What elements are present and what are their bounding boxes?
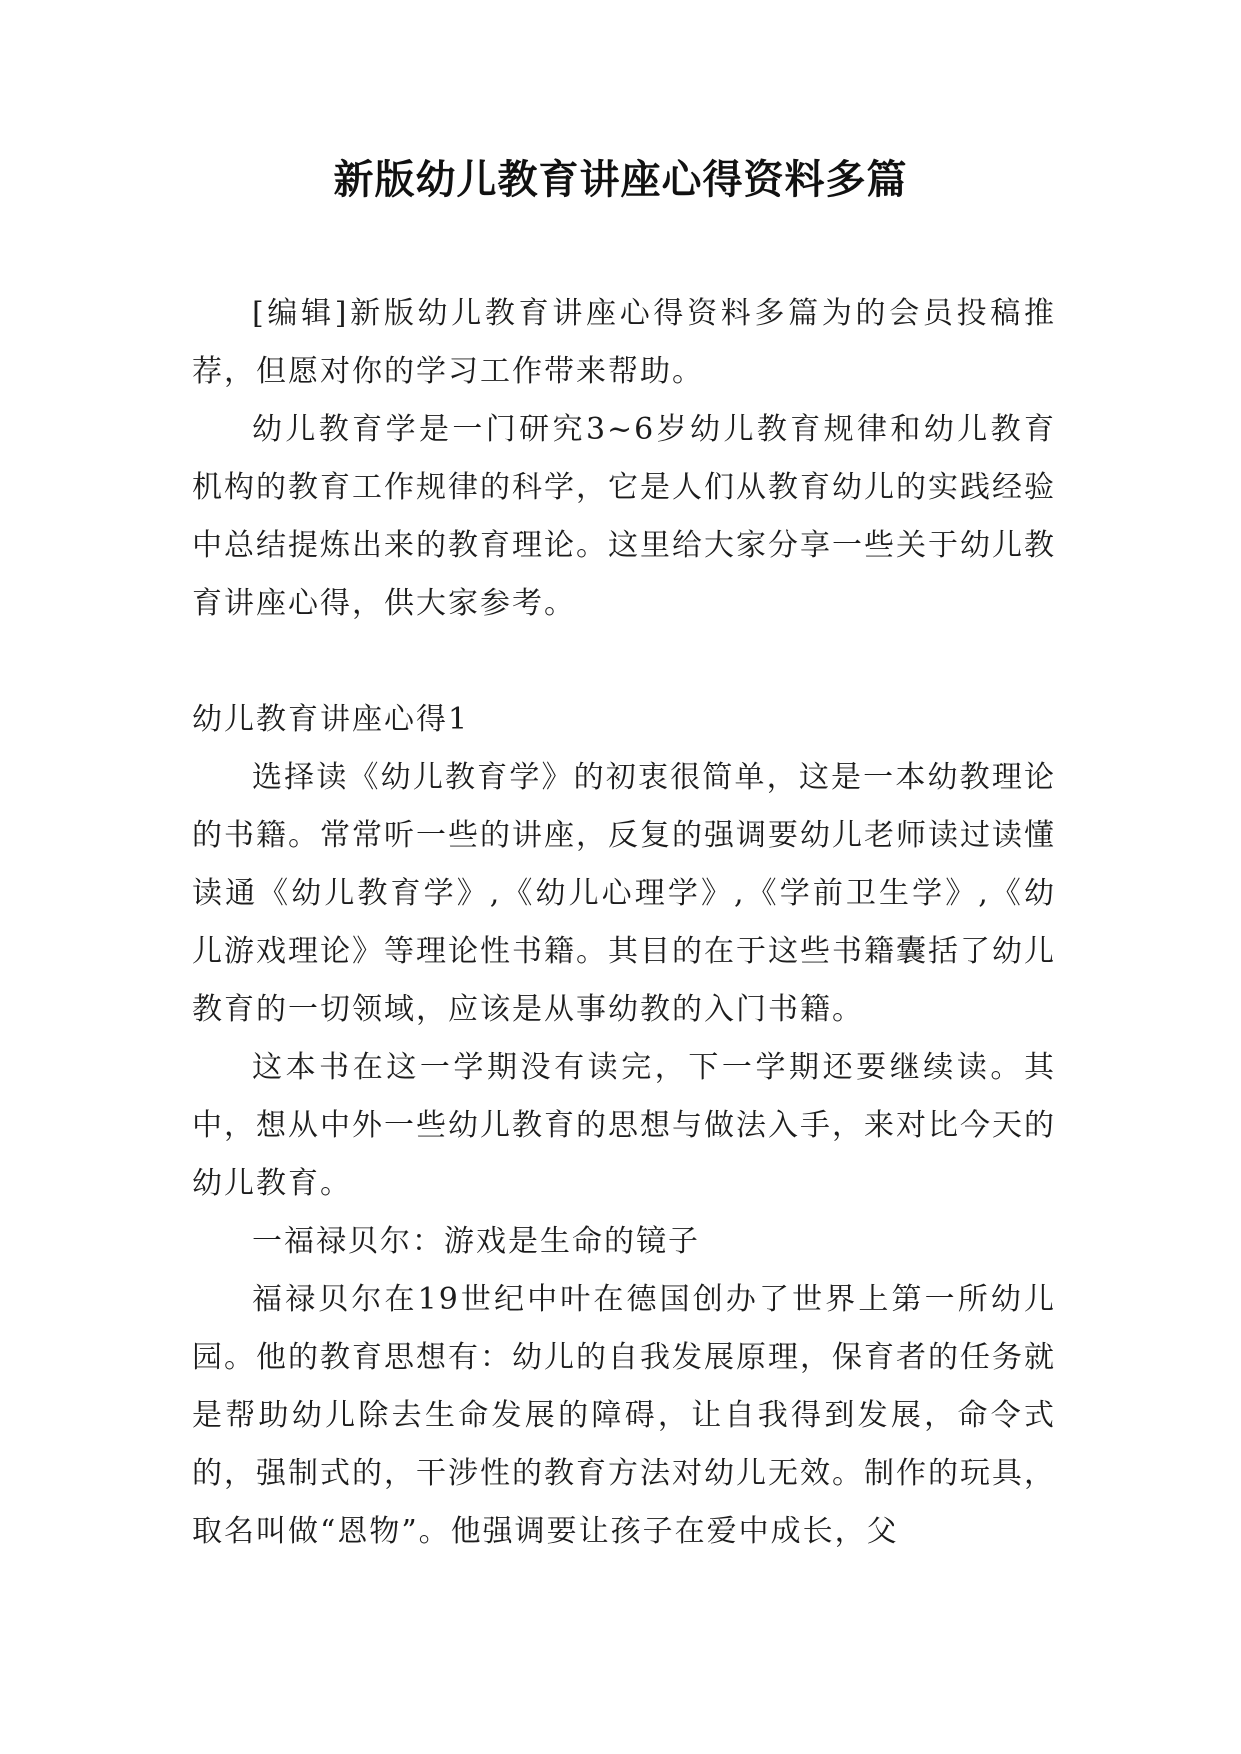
section-heading: 幼儿教育讲座心得1 [192,702,470,737]
document-title: 新版幼儿教育讲座心得资料多篇 [333,157,908,203]
section-subheading: 一福禄贝尔：游戏是生命的镜子 [252,1224,700,1259]
document-body [192,285,1056,1561]
intro-paragraph-1: [编辑]新版幼儿教育讲座心得资料多篇为的会员投稿推荐，但愿对你的学习工作带来帮助。 [192,296,1056,389]
section-paragraph-3: 福禄贝尔在19世纪中叶在德国创办了世界上第一所幼儿园。他的教育思想有：幼儿的自我发展原理，保育者的任务就是帮助幼儿除去生命发展的障碍，让自我得到发展，命令式的，强制式的，干涉性的教育方法对幼儿无效。制作的玩具，取名叫做“恩物”。他强调要让孩子在爱中成长，父 [192,1282,1056,1549]
section-paragraph-2: 这本书在这一学期没有读完，下一学期还要继续读。其中，想从中外一些幼儿教育的思想与做法入手，来对比今天的幼儿教育。 [192,1050,1056,1201]
section-paragraph-1: 选择读《幼儿教育学》的初衷很简单，这是一本幼教理论的书籍。常常听一些的讲座，反复的强调要幼儿老师读过读懂读通《幼儿教育学》,《幼儿心理学》,《学前卫生学》,《幼儿游戏理论》等理论性书籍。其目的在于这些书籍囊括了幼儿教育的一切领域，应该是从事幼教的入门书籍。 [192,760,1056,1027]
intro-paragraph-2: 幼儿教育学是一门研究3~6岁幼儿教育规律和幼儿教育机构的教育工作规律的科学，它是人们从教育幼儿的实践经验中总结提炼出来的教育理论。这里给大家分享一些关于幼儿教育讲座心得，供大家参考。 [192,412,1056,621]
